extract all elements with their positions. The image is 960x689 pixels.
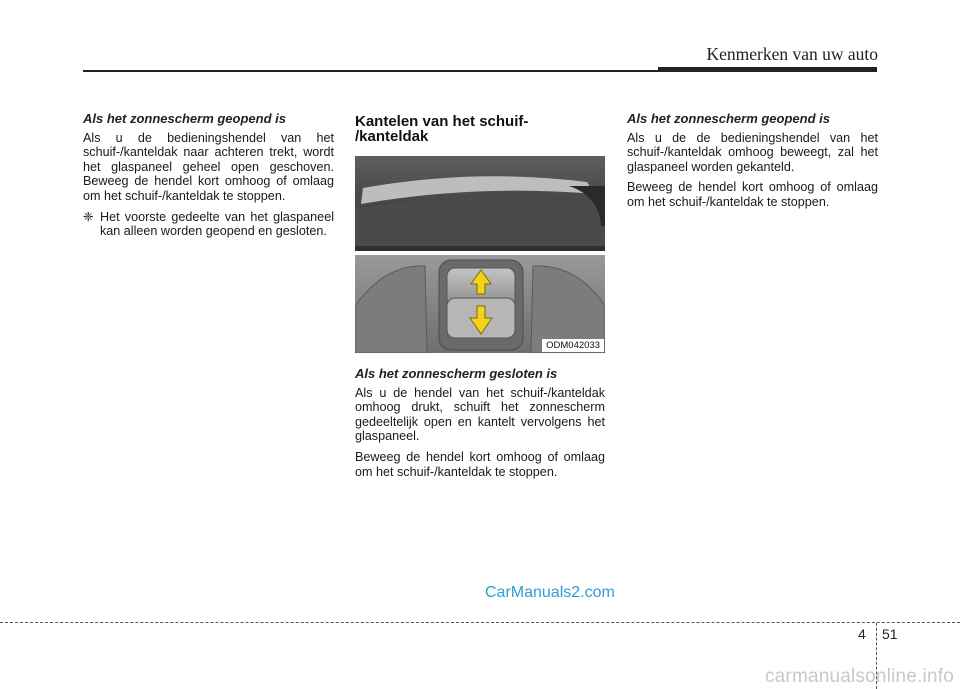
section-title-line2: /kanteldak [355,128,429,145]
sunroof-switch-figure [355,156,605,353]
footer-rule [0,622,960,623]
header-rule [83,70,661,72]
column-middle [355,114,605,485]
body-paragraph: Beweeg de hendel kort omhoog of omlaag om het schuif-/kanteldak te stoppen. [355,449,605,479]
body-paragraph: Als u de de bedieningshendel van het schuif-/kanteldak omhoog beweegt, zal het glaspaneel worden gekanteld. [627,130,878,174]
watermark-link[interactable]: CarManuals2.com [485,584,615,601]
section-heading: Als het zonnescherm geopend is [83,111,286,126]
body-paragraph: Als u de hendel van het schuif-/kanteldak omhoog drukt, schuift het zonnescherm gedeeltelijk open en kantelt vervolgens het glaspaneel. [355,385,605,444]
body-paragraph: Beweeg de hendel kort omhoog of omlaag om het schuif-/kanteldak te stoppen. [627,180,878,209]
section-title [355,114,605,144]
figure-code: ODM042033 [542,339,604,352]
running-header: Kenmerken van uw auto [706,44,878,64]
header-rule-thick [658,67,877,72]
site-watermark: carmanualsonline.info [764,666,954,687]
section-heading: Als het zonnescherm gesloten is [355,366,558,381]
column-left [83,112,334,239]
page-number: 51 [882,626,898,642]
body-paragraph: Als u de bedieningshendel van het schuif-/kanteldak naar achteren trekt, wordt het glaspaneel geheel open geschoven. Beweeg de hendel kort omhoog of omlaag om het schuif-/kanteldak te stoppen. [83,130,334,203]
section-title-line1: Kantelen van het schuif- [355,113,529,130]
section-heading: Als het zonnescherm geopend is [627,111,830,126]
chapter-number: 4 [858,626,866,642]
column-right [627,112,878,216]
sunroof-switch-illustration [355,156,605,353]
note-text: Het voorste gedeelte van het glaspaneel kan alleen worden geopend en gesloten. [100,209,334,239]
note-mark-icon: ❈ [83,209,94,224]
note [83,210,334,239]
